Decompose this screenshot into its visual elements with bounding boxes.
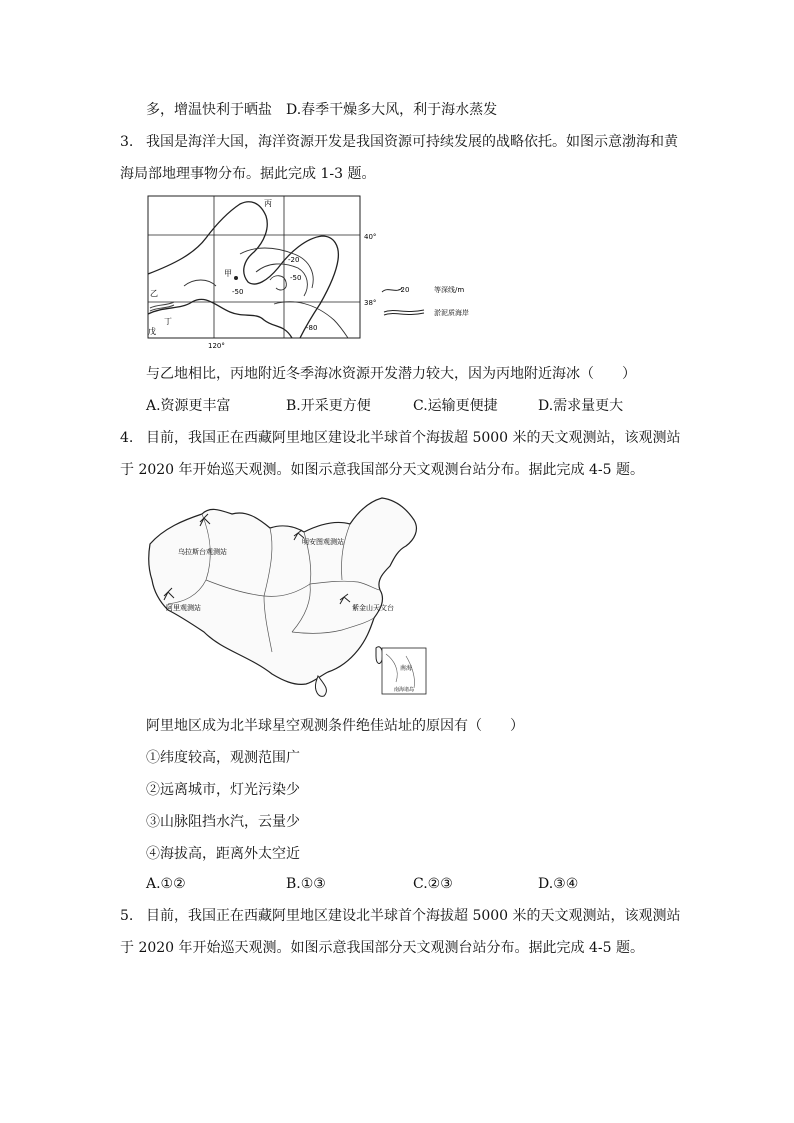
q3-option-c: C.运输更便捷 xyxy=(413,398,498,414)
legend-depth-value: -20 xyxy=(398,286,410,294)
label-lat-40: 40° xyxy=(364,233,377,241)
q4-option-c: C.②③ xyxy=(413,876,453,892)
q3-option-a: A.资源更丰富 xyxy=(146,398,231,414)
q4-stem-line2: 于 2020 年开始巡天观测。如图示意我国部分天文观测台站分布。据此完成 4-5 题。 xyxy=(120,462,644,478)
label-zijin-observatory: 紫金山天文台 xyxy=(352,604,394,612)
q5-stem-line2: 于 2020 年开始巡天观测。如图示意我国部分天文观测台站分布。据此完成 4-5 题。 xyxy=(120,940,644,956)
legend-coast-label: 淤泥质海岸 xyxy=(434,309,469,317)
label-urad-station: 乌拉斯台观测站 xyxy=(178,548,227,556)
label-yi: 乙 xyxy=(150,289,158,298)
isobath-80 xyxy=(274,302,348,338)
label-jia: 甲 xyxy=(224,269,232,278)
label-depth-20: -20 xyxy=(288,256,300,264)
q3-stem-text: 我国是海洋大国，海洋资源开发是我国资源可持续发展的战略依托。如图示意渤海和黄 xyxy=(146,134,678,150)
isobath-west xyxy=(184,280,216,286)
q3-question: 与乙地相比，丙地附近冬季海冰资源开发潜力较大，因为丙地附近海冰（ ） xyxy=(146,366,636,382)
q5-number: 5. xyxy=(120,908,134,924)
label-ali-station: 阿里观测站 xyxy=(166,604,201,612)
q4-question: 阿里地区成为北半球星空观测条件绝佳站址的原因有（ ） xyxy=(146,718,524,734)
bohai-map xyxy=(144,194,520,352)
q4-option-b: B.①③ xyxy=(286,876,326,892)
label-lat-38: 38° xyxy=(364,299,377,307)
label-depth-50a: -50 xyxy=(290,274,302,282)
q4-statement-1: ①纬度较高，观测范围广 xyxy=(146,750,300,766)
map-frame xyxy=(148,196,360,338)
muddy-coast-1 xyxy=(150,302,174,308)
option-d-prev: D.春季干燥多大风，利于海水蒸发 xyxy=(286,102,498,118)
q3-option-d: D.需求量更大 xyxy=(538,398,624,414)
label-depth-50b: -50 xyxy=(232,288,244,296)
taiwan-island xyxy=(376,647,383,664)
china-observatory-map xyxy=(144,484,434,706)
q4-option-a: A.①② xyxy=(146,876,186,892)
legend-isobath-label: 等深线/m xyxy=(434,286,465,294)
q3-number: 3. xyxy=(120,134,134,150)
label-wu: 戊 xyxy=(148,327,156,336)
q5-stem-line1 xyxy=(120,906,681,926)
point-jia xyxy=(234,276,238,280)
label-ding: 丁 xyxy=(164,317,172,326)
q4-stem-text: 目前，我国正在西藏阿里地区建设北半球首个海拔超 5000 米的天文观测站，该观测站 xyxy=(146,430,681,446)
q4-number: 4. xyxy=(120,430,134,446)
label-depth-80: -80 xyxy=(306,324,318,332)
coastline-north xyxy=(148,202,338,338)
inset-caption: 南海诸岛 xyxy=(394,687,415,693)
q4-statement-4: ④海拔高，距离外太空近 xyxy=(146,846,300,862)
q3-stem-line1 xyxy=(120,132,678,152)
legend-coast-line1 xyxy=(384,310,424,312)
q4-statement-2: ②远离城市，灯光污染少 xyxy=(146,782,300,798)
inset-label-nanhai: 南海 xyxy=(400,665,413,672)
continuation-text: 多，增温快利于晒盐 xyxy=(146,102,272,118)
q4-statement-3: ③山脉阻挡水汽，云量少 xyxy=(146,814,300,830)
q5-stem-text: 目前，我国正在西藏阿里地区建设北半球首个海拔超 5000 米的天文观测站，该观测站 xyxy=(146,908,681,924)
q4-stem-line1 xyxy=(120,428,681,448)
label-lon-120: 120° xyxy=(208,342,225,350)
q3-stem-line2: 海局部地理事物分布。据此完成 1-3 题。 xyxy=(120,166,376,182)
q3-option-b: B.开采更方便 xyxy=(286,398,371,414)
label-mingan-station: 明安图观测站 xyxy=(302,538,344,546)
hainan-island xyxy=(315,676,326,696)
legend-coast-line2 xyxy=(384,313,424,315)
q4-option-d: D.③④ xyxy=(538,876,579,892)
label-bing: 丙 xyxy=(264,199,272,208)
